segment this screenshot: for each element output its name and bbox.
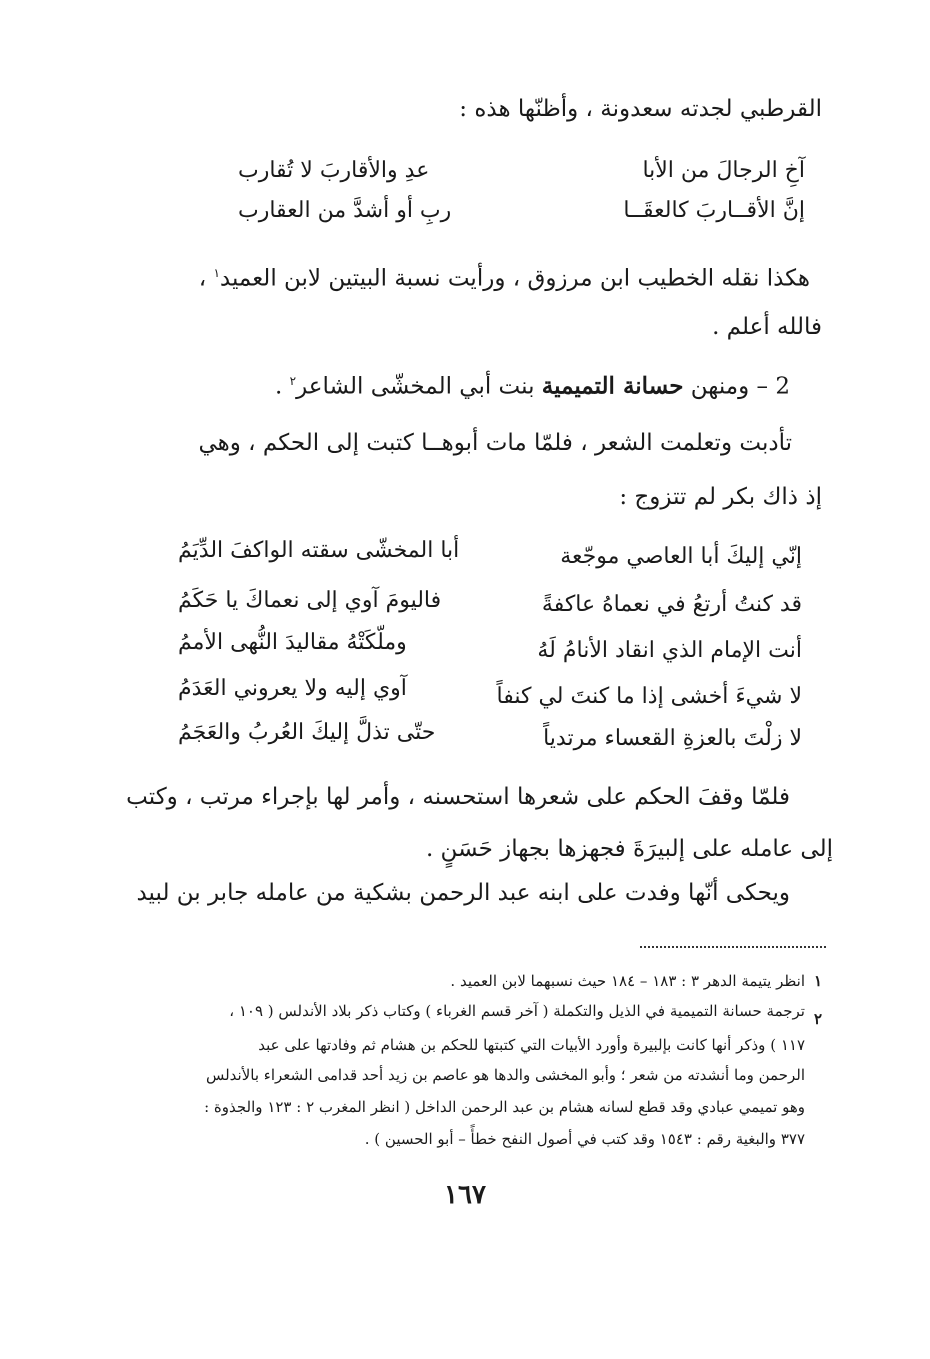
paragraph-3-line-1: فلمّا وقفَ الحكم على شعرها استحسنه ، وأمر لها بإجراء مرتب ، وكتب (126, 784, 790, 810)
poem-line-1-right: إنّي إليكَ أبا العاصي موجّعة (560, 544, 802, 569)
paragraph-1-line-1 (199, 258, 810, 294)
footnote-2-line-2: ١١٧ ) وذكر أنها كانت بإلبيرة وأورد الأبيات التي كتبتها للحكم بن هشام ثم وفادتها على عبد (258, 1036, 805, 1054)
page-number: ١٦٧ (444, 1180, 486, 1210)
footnote-2-line-1: ترجمة حسانة التميمية في الذيل والتكملة ( آخر قسم الغرباء ) وكتاب ذكر بلاد الأندلس ( ١٠٩ ، (229, 1002, 805, 1020)
section-2-end: . (275, 373, 290, 400)
poem-line-4-right: لا شيءَ أخشى إذا ما كنتَ لي كنفاً (496, 684, 802, 709)
paragraph-1-line-2: فالله أعلم . (712, 314, 822, 340)
poem-line-5-left: حتّى تذلَّ إليكَ العُربُ والعَجَمُ (178, 720, 436, 745)
paragraph-2-line-1: تأدبت وتعلمت الشعر ، فلمّا مات أبوهــا كتبت إلى الحكم ، وهي (198, 430, 792, 456)
footnote-2-line-5: ٣٧٧ والبغية رقم : ١٥٤٣ وقد كتب في أصول النفح خطأً – أبو الحسين ) . (364, 1130, 805, 1148)
section-2-name: حسانة التميمية (541, 372, 684, 400)
poem-line-3-right: أنت الإمام الذي انقاد الأنامُ لَهُ (537, 638, 802, 663)
paragraph-4-line-1: ويحكى أنّها وفدت على ابنه عبد الرحمن بشكية من عامله جابر بن لبيد (136, 880, 790, 906)
poem-line-4-left: آوي إليه ولا يعروني العَدَمُ (178, 676, 407, 701)
intro-line: القرطبي لجدته سعدونة ، وأظنّها هذه : (459, 96, 822, 122)
section-2-post: بنت أبي المخشّى الشاعر (296, 373, 542, 400)
footnote-2-line-3: الرحمن وما أنشدته من شعر ؛ وأبو المخشى والدها هو عاصم بن زيد أحد قدامى الشعراء بالأندلس (205, 1066, 805, 1084)
poem-line-2-left: فاليومَ آوي إلى نعماكَ يا حَكَمُ (178, 588, 442, 613)
section-2-heading (275, 366, 790, 402)
verse1-line2-hemistich-right: إنَّ الأقــاربَ كالعقَــا (623, 198, 805, 223)
footnote-2-number: ٢ (813, 1010, 822, 1028)
footnote-ref-2: ٢ (289, 374, 297, 388)
paragraph-2-line-2: إذ ذاك بكر لم تتزوج : (619, 484, 822, 510)
paragraph-1-text: هكذا نقله الخطيب ابن مرزوق ، ورأيت نسبة البيتين لابن العميد (219, 265, 810, 292)
poem-line-2-right: قد كنتُ أرتعُ في نعماهُ عاكفةً (541, 592, 802, 617)
paragraph-3-line-2: إلى عامله على إلبيرَةَ فجهزها بجهاز حَسَنٍ . (425, 836, 833, 862)
footnote-1-number: ١ (813, 972, 822, 990)
poem-line-1-left: أبا المخشّى سقته الواكفَ الدِّيَمُ (178, 538, 460, 563)
verse1-line1-hemistich-right: آخِ الرجالَ من الأبا (642, 158, 805, 183)
verse1-line2-hemistich-left: ربِ أو أشدَّ من العقارب (238, 198, 452, 223)
section-2-number: 2 – (756, 373, 790, 400)
footnote-2-line-4: وهو تميمي عبادي وقد قطع لسانه هشام بن عبد الرحمن الداخل ( انظر المغرب ٢ : ١٢٣ والجذوة : (204, 1098, 805, 1116)
footnote-separator (640, 946, 826, 948)
verse1-line1-hemistich-left: عدِ والأقاربَ لا تُقارب (238, 158, 430, 183)
poem-line-3-left: وملّكَتْهُ مقاليدَ النُّهى الأممُ (178, 630, 407, 655)
poem-line-5-right: لا زلْتَ بالعزةِ القعساء مرتدياً (543, 726, 802, 751)
footnote-ref-1: ١ (213, 266, 220, 280)
footnote-1-text: انظر يتيمة الدهر ٣ : ١٨٣ – ١٨٤ حيث نسبهما لابن العميد . (450, 972, 805, 990)
section-2-pre: ومنهن (683, 373, 750, 400)
paragraph-1-end: ، (198, 265, 214, 292)
